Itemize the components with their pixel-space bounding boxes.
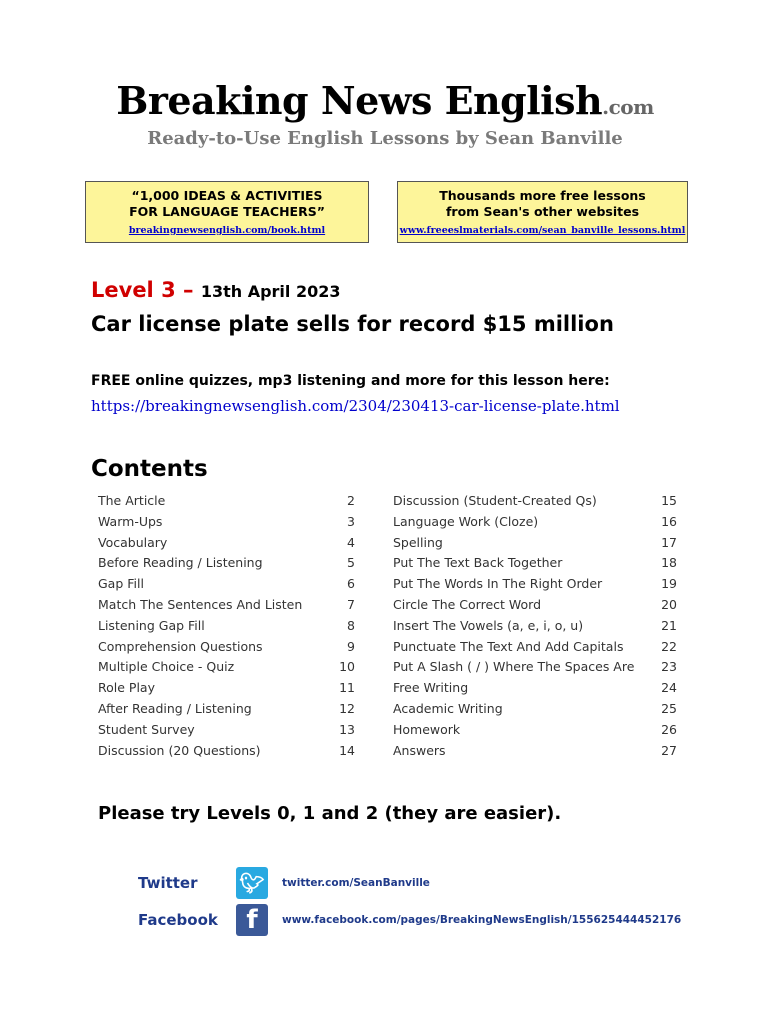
contents-item [393, 741, 677, 761]
contents-item [393, 533, 677, 553]
contents-item-title: Put A Slash ( / ) Where The Spaces Are [393, 659, 635, 675]
contents-item [98, 574, 355, 594]
twitter-bird-icon[interactable]: 🐦︎ [236, 867, 268, 899]
contents-item-page: 8 [347, 617, 355, 633]
contents-item [393, 678, 677, 698]
contents-item-page: 12 [339, 701, 355, 716]
promo-websites-line2: from Sean's other websites [445, 204, 640, 219]
contents-item-title: Answers [393, 742, 446, 758]
contents-item-title: Free Writing [393, 680, 469, 696]
facebook-label: Facebook [138, 911, 218, 929]
contents-item-page: 7 [347, 597, 355, 612]
try-levels-text: Please try Levels 0, 1 and 2 (they are easier). [98, 803, 562, 824]
contents-item-page: 15 [661, 493, 677, 508]
twitter-label: Twitter [138, 874, 198, 892]
site-subtitle: Ready-to-Use English Lessons by Sean Banville [147, 128, 623, 149]
free-resources-text: FREE online quizzes, mp3 listening and more for this lesson here: [91, 373, 610, 389]
contents-item-page: 20 [661, 597, 677, 612]
contents-item [393, 699, 677, 719]
twitter-link[interactable]: twitter.com/SeanBanville [282, 877, 430, 889]
contents-item-title: Comprehension Questions [98, 638, 263, 654]
promo-box-websites [397, 181, 688, 243]
contents-item-title: The Article [98, 493, 166, 508]
contents-heading: Contents [91, 456, 208, 482]
contents-item [393, 491, 677, 511]
contents-item [98, 678, 355, 698]
contents-item-title: Academic Writing [393, 701, 503, 716]
contents-item-title: Listening Gap Fill [98, 617, 205, 633]
level-number: 3 [161, 278, 176, 302]
contents-item [393, 512, 677, 532]
contents-item-title: Language Work (Cloze) [393, 513, 539, 529]
contents-item-page: 17 [661, 534, 677, 550]
contents-item-title: Discussion (Student-Created Qs) [393, 493, 597, 508]
lesson-level [91, 278, 341, 302]
contents-item-page: 21 [661, 617, 677, 633]
lesson-date: 13th April 2023 [200, 282, 341, 301]
promo-box-book [85, 181, 369, 243]
promo-websites-link[interactable]: www.freeeslmaterials.com/sean_banville_lessons.html [399, 225, 686, 236]
promo-websites-line1: Thousands more free lessons [439, 188, 646, 203]
contents-item [393, 720, 677, 740]
contents-item [393, 574, 677, 594]
contents-item-title: Multiple Choice - Quiz [98, 659, 235, 675]
level-word: Level [91, 278, 154, 302]
promo-book-line2: FOR LANGUAGE TEACHERS” [129, 204, 325, 219]
contents-item [393, 657, 677, 677]
contents-item-title: Student Survey [98, 721, 195, 737]
contents-item-title: Warm-Ups [98, 513, 163, 529]
contents-item-page: 9 [347, 638, 355, 654]
contents-item-page: 11 [339, 680, 355, 696]
contents-item-page: 19 [661, 576, 677, 592]
contents-item [98, 533, 355, 553]
contents-item [98, 637, 355, 657]
contents-item-page: 26 [661, 721, 677, 737]
site-title-suffix: .com [602, 95, 654, 119]
contents-item-page: 25 [661, 701, 677, 716]
facebook-link[interactable]: www.facebook.com/pages/BreakingNewsEnglish/155625444452176 [282, 914, 682, 926]
contents-item-page: 3 [347, 513, 355, 529]
contents-item [98, 512, 355, 532]
contents-item [98, 741, 355, 761]
contents-item-title: Gap Fill [98, 576, 144, 592]
contents-item-title: After Reading / Listening [98, 701, 252, 716]
contents-item [393, 616, 677, 636]
contents-item-title: Vocabulary [98, 534, 168, 550]
contents-item-page: 6 [347, 576, 355, 592]
contents-item-title: Circle The Correct Word [393, 597, 542, 612]
contents-item [98, 595, 355, 615]
contents-item-page: 10 [339, 659, 355, 675]
contents-item-title: Discussion (20 Questions) [98, 742, 261, 758]
contents-item [98, 491, 355, 511]
contents-item-title: Spelling [393, 534, 443, 550]
contents-item-page: 24 [661, 680, 677, 696]
contents-item-title: Put The Text Back Together [393, 555, 563, 571]
level-dash: – [183, 278, 194, 302]
contents-item-page: 2 [347, 493, 355, 508]
contents-item-title: Insert The Vowels (a, e, i, o, u) [393, 617, 584, 633]
contents-item-page: 18 [661, 555, 677, 571]
contents-item-title: Homework [393, 721, 461, 737]
promo-book-line1: “1,000 IDEAS & ACTIVITIES [131, 188, 323, 203]
contents-item-page: 5 [347, 555, 355, 571]
contents-item-page: 16 [661, 513, 677, 529]
contents-item-page: 4 [347, 534, 355, 550]
contents-item [98, 657, 355, 677]
promo-book-link[interactable]: breakingnewsenglish.com/book.html [128, 225, 326, 236]
contents-item-title: Punctuate The Text And Add Capitals [393, 638, 624, 654]
facebook-f-icon[interactable]: f [236, 904, 268, 936]
contents-item-page: 23 [661, 659, 677, 675]
contents-item-title: Match The Sentences And Listen [98, 597, 303, 612]
contents-item-page: 14 [339, 742, 355, 758]
contents-item [98, 720, 355, 740]
contents-item-title: Put The Words In The Right Order [393, 576, 603, 592]
contents-item [98, 699, 355, 719]
contents-item-title: Before Reading / Listening [98, 555, 263, 571]
contents-item-page: 22 [661, 638, 677, 654]
contents-item [98, 553, 355, 573]
contents-item [393, 595, 677, 615]
lesson-headline: Car license plate sells for record $15 million [91, 312, 614, 336]
contents-item [393, 637, 677, 657]
lesson-url-link[interactable]: https://breakingnewsenglish.com/2304/230413-car-license-plate.html [91, 397, 620, 415]
contents-item [393, 553, 677, 573]
contents-item [98, 616, 355, 636]
contents-item-page: 13 [339, 721, 355, 737]
contents-item-page: 27 [661, 742, 677, 758]
site-title [0, 78, 770, 123]
site-title-text: Breaking News English [116, 78, 603, 123]
contents-item-title: Role Play [98, 680, 155, 696]
